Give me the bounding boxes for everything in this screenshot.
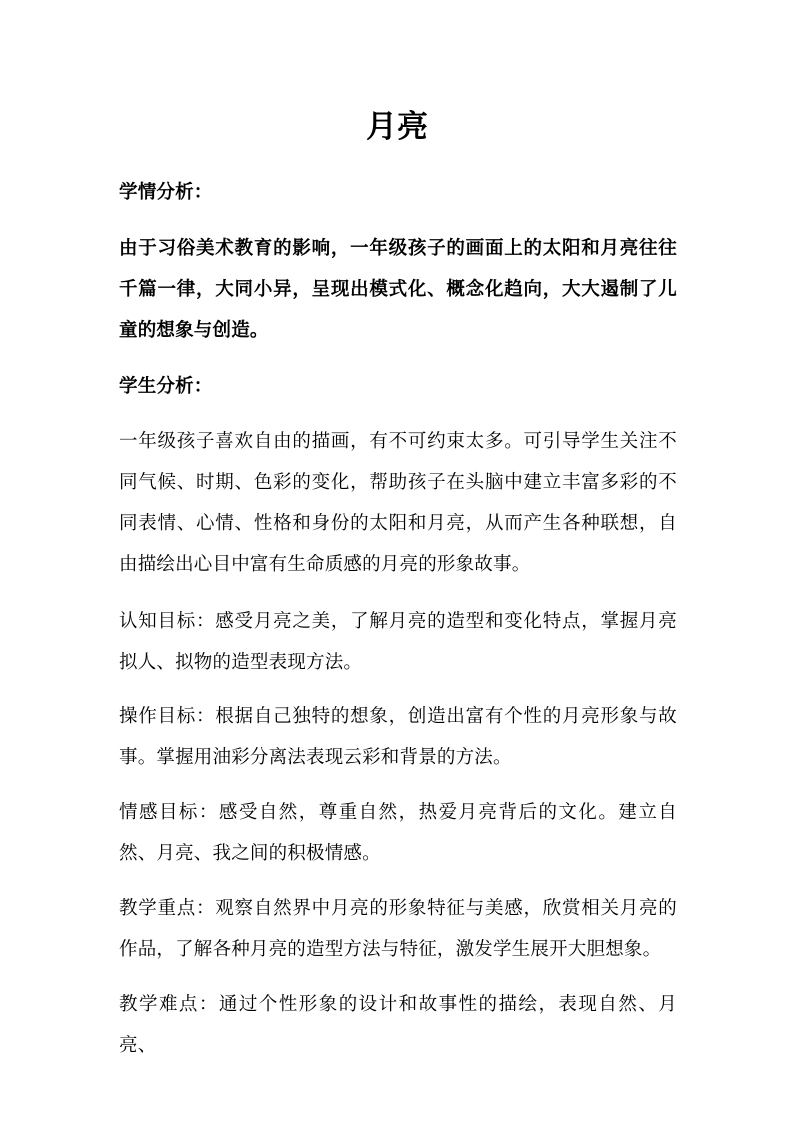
emotion-goal-paragraph: 情感目标：感受自然，尊重自然，热爱月亮背后的文化。建立自然、月亮、我之间的积极情感。 [119, 802, 677, 864]
teaching-difficulty-paragraph: 教学难点：通过个性形象的设计和故事性的描绘，表现自然、月亮、 [119, 994, 677, 1056]
teaching-focus-paragraph: 教学重点：观察自然界中月亮的形象特征与美感，欣赏相关月亮的作品，了解各种月亮的造型方法与特征，激发学生展开大胆想象。 [119, 898, 677, 960]
cognitive-goal-paragraph: 认知目标：感受月亮之美，了解月亮的造型和变化特点，掌握月亮拟人、拟物的造型表现方法。 [119, 611, 677, 673]
student-analysis-heading: 学生分析： [119, 376, 213, 397]
page-title: 月亮 [366, 109, 428, 145]
operation-goal-paragraph: 操作目标：根据自己独特的想象，创造出富有个性的月亮形象与故事。掌握用油彩分离法表现云彩和背景的方法。 [119, 706, 677, 768]
learning-analysis-body: 由于习俗美术教育的影响，一年级孩子的画面上的太阳和月亮往往千篇一律，大同小异，呈现出模式化、概念化趋向，大大遏制了儿童的想象与创造。 [119, 238, 677, 341]
learning-analysis-heading: 学情分析： [119, 182, 213, 203]
student-analysis-body: 一年级孩子喜欢自由的描画，有不可约束太多。可引导学生关注不同气候、时期、色彩的变化，帮助孩子在头脑中建立丰富多彩的不同表情、心情、性格和身份的太阳和月亮，从而产生各种联想，自由描绘出心目中富有生命质感的月亮的形象故事。 [119, 431, 677, 575]
